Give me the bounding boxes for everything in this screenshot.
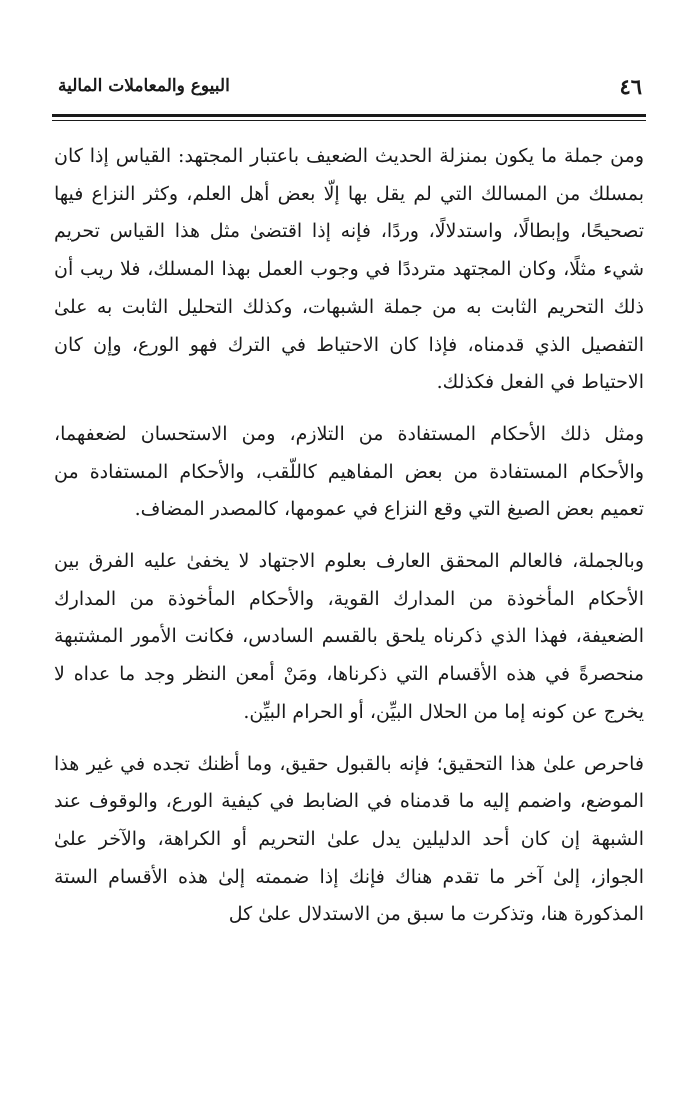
- body-text: [54, 138, 644, 934]
- page-number: ٤٦: [619, 74, 642, 99]
- running-title: البيوع والمعاملات المالية: [58, 76, 230, 96]
- paragraph-2: ومثل ذلك الأحكام المستفادة من التلازم، ومن الاستحسان لضعفهما، والأحكام المستفادة من بعض المفاهيم كاللّقب، والأحكام المستفادة من تعميم بعض الصيغ التي وقع النزاع في عمومها، كالمصدر المضاف.: [54, 422, 644, 521]
- header-rule-thick: [52, 114, 646, 117]
- page-header: [52, 70, 646, 106]
- paragraph-3: وبالجملة، فالعالم المحقق العارف بعلوم الاجتهاد لا يخفىٰ عليه الفرق بين الأحكام المأخوذة من المدارك القوية، والأحكام المأخوذة من المدارك الضعيفة، فهذا الذي ذكرناه يلحق بالقسم السادس، فكانت الأمور المشتبهة منحصرةً في هذه الأقسام التي ذكرناها، ومَنْ أمعن النظر وجد ما عداه لا يخرج عن كونه إما من الحلال البيِّن، أو الحرام البيِّن.: [54, 550, 644, 723]
- paragraph-1: ومن جملة ما يكون بمنزلة الحديث الضعيف باعتبار المجتهد: القياس إذا كان بمسلك من المسالك التي لم يقل بها إلّا بعض أهل العلم، وكثر النزاع فيها تصحيحًا، وإبطالًا، واستدلالًا، وردًا، فإنه إذا اقتضىٰ مثل هذا القياس تحريم شيء مثلًا، وكان المجتهد مترددًا في وجوب العمل بهذا المسلك، فلا ريب أن ذلك التحريم الثابت به من جملة الشبهات، وكذلك التحليل الثابت به علىٰ التفصيل الذي قدمناه، فإذا كان الاحتياط في الترك فهو الورع، وإن كان الاحتياط في الفعل فكذلك.: [54, 145, 644, 394]
- header-rule-thin: [52, 120, 646, 121]
- paragraph-4: فاحرص علىٰ هذا التحقيق؛ فإنه بالقبول حقيق، وما أظنك تجده في غير هذا الموضع، واضمم إليه ما قدمناه في الضابط في كيفية الورع، والوقوف عند الشبهة إن كان أحد الدليلين يدل علىٰ التحريم أو الكراهة، والآخر علىٰ الجواز، إلىٰ آخر ما تقدم هناك فإنك إذا ضممته إلىٰ هذه الأقسام الستة المذكورة هنا، وتذكرت ما سبق من الاستدلال علىٰ كل: [54, 752, 644, 926]
